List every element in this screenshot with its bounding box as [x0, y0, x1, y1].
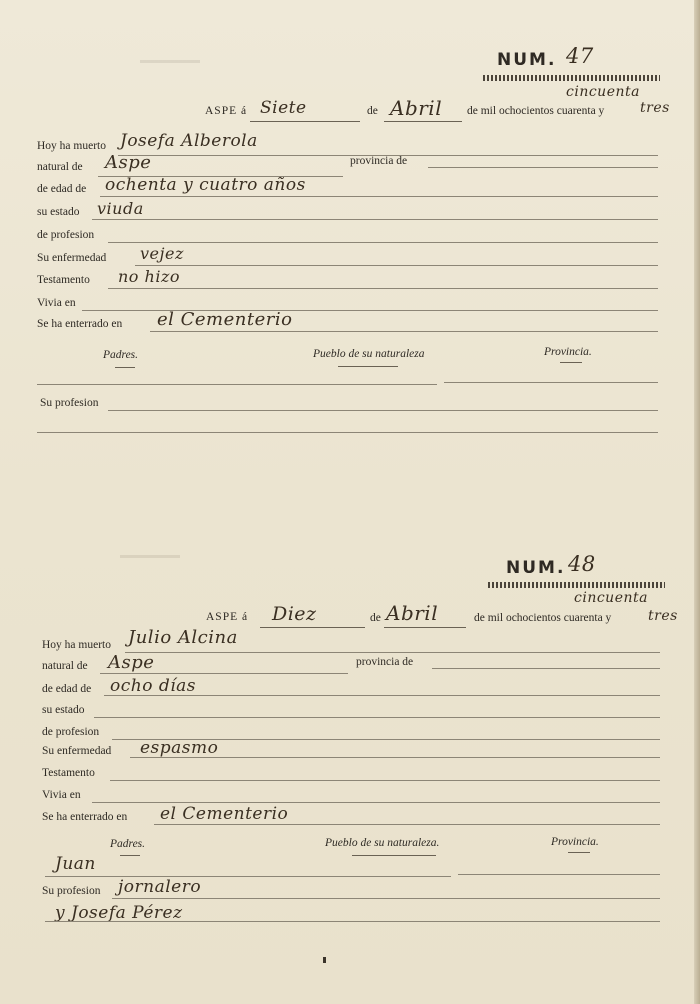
- entry-number-value: 48: [568, 552, 596, 576]
- madre-line: [37, 432, 658, 433]
- padres-line: [45, 876, 451, 877]
- enfermedad-label: Su enfermedad: [37, 252, 107, 264]
- enterrado-line: [150, 331, 658, 332]
- page-binding-edge: [694, 0, 700, 1004]
- de-label: de: [370, 612, 381, 624]
- enterrado-line: [154, 824, 660, 825]
- muerto-label: Hoy ha muerto: [37, 140, 106, 152]
- testamento-value: no hizo: [118, 267, 181, 286]
- pueblo-label: Pueblo de su naturaleza: [313, 348, 425, 360]
- month-value: Abril: [386, 601, 439, 625]
- estado-label: su estado: [42, 704, 85, 716]
- provincia-row-line: [444, 382, 658, 383]
- enfermedad-value: vejez: [140, 244, 184, 263]
- edad-line: [104, 695, 660, 696]
- muerto-value: Josefa Alberola: [120, 131, 258, 151]
- pueblo-label: Pueblo de su naturaleza.: [325, 837, 440, 849]
- entry-number-underline: [483, 75, 660, 81]
- profesion-label: de profesion: [42, 726, 100, 738]
- provincia-col-label: Provincia.: [544, 346, 592, 358]
- su-profesion-label: Su profesion: [40, 397, 99, 409]
- estado-line: [94, 717, 660, 718]
- place-label: ASPE á: [206, 611, 249, 623]
- muerto-label: Hoy ha muerto: [42, 639, 111, 651]
- edad-value: ochenta y cuatro años: [105, 175, 306, 195]
- enterrado-value: el Cementerio: [157, 309, 293, 330]
- natural-value: Aspe: [108, 652, 155, 673]
- enfermedad-label: Su enfermedad: [42, 745, 112, 757]
- natural-value: Aspe: [105, 152, 152, 173]
- day-line: [250, 121, 360, 122]
- su-profesion-value: jornalero: [118, 877, 202, 897]
- madre-value: y Josefa Pérez: [55, 903, 183, 923]
- padres-underline: [120, 855, 140, 856]
- bleed-through-mark: [120, 555, 180, 572]
- day-value: Diez: [272, 603, 317, 625]
- year-handwritten: cincuenta: [566, 84, 640, 100]
- profesion-label: de profesion: [37, 229, 95, 241]
- natural-label: natural de: [42, 660, 88, 672]
- enterrado-value: el Cementerio: [160, 804, 289, 824]
- edad-line: [100, 196, 658, 197]
- padres-line: [37, 384, 437, 385]
- year-suffix-value: tres: [648, 608, 678, 624]
- testamento-label: Testamento: [42, 767, 95, 779]
- vivia-label: Vivia en: [42, 789, 81, 801]
- day-value: Siete: [260, 98, 307, 118]
- su-profesion-label: Su profesion: [42, 885, 101, 897]
- month-line: [384, 627, 466, 628]
- estado-line: [92, 219, 658, 220]
- testamento-label: Testamento: [37, 274, 90, 286]
- padres-underline: [115, 367, 135, 368]
- edad-label: de edad de: [37, 183, 87, 195]
- provincia-line: [428, 167, 658, 168]
- testamento-line: [108, 288, 658, 289]
- provincia-col-underline: [568, 852, 590, 853]
- enterrado-label: Se ha enterrado en: [37, 318, 123, 330]
- provincia-col-underline: [560, 362, 582, 363]
- year-suffix-value: tres: [640, 100, 670, 116]
- testamento-line: [110, 780, 660, 781]
- provincia-label: provincia de: [350, 155, 408, 167]
- estado-value: viuda: [97, 199, 144, 218]
- page-mark: [323, 957, 326, 963]
- pueblo-underline: [352, 855, 436, 856]
- entry-number-value: 47: [566, 44, 594, 68]
- enfermedad-line: [130, 757, 660, 758]
- bleed-through-mark: [140, 60, 200, 77]
- enterrado-label: Se ha enterrado en: [42, 811, 128, 823]
- padres-label: Padres.: [110, 838, 146, 850]
- muerto-value: Julio Alcina: [128, 627, 238, 648]
- provincia-row-line: [458, 874, 660, 875]
- year-label: de mil ochocientos cuarenta y: [474, 612, 612, 624]
- year-label: de mil ochocientos cuarenta y: [467, 105, 605, 117]
- muerto-line: [125, 652, 660, 653]
- enfermedad-value: espasmo: [140, 738, 219, 758]
- madre-line: [45, 921, 660, 922]
- pueblo-underline: [338, 366, 398, 367]
- edad-value: ocho días: [110, 676, 197, 696]
- provincia-label: provincia de: [356, 656, 414, 668]
- su-profesion-line: [112, 898, 660, 899]
- year-handwritten: cincuenta: [574, 590, 648, 606]
- edad-label: de edad de: [42, 683, 92, 695]
- provincia-line: [432, 668, 660, 669]
- place-label: ASPE á: [205, 105, 248, 117]
- month-value: Abril: [390, 96, 443, 120]
- day-line: [260, 627, 365, 628]
- padre-value: Juan: [55, 854, 96, 874]
- vivia-line: [92, 802, 660, 803]
- de-label: de: [367, 105, 378, 117]
- month-line: [384, 121, 462, 122]
- entry-number-label: NUM.: [497, 50, 557, 70]
- profesion-line: [108, 242, 658, 243]
- vivia-label: Vivia en: [37, 297, 76, 309]
- natural-line: [100, 673, 348, 674]
- entry-number-label: NUM.: [506, 558, 566, 578]
- padres-label: Padres.: [103, 349, 139, 361]
- estado-label: su estado: [37, 206, 80, 218]
- provincia-col-label: Provincia.: [551, 836, 599, 848]
- natural-label: natural de: [37, 161, 83, 173]
- su-profesion-line: [108, 410, 658, 411]
- enfermedad-line: [135, 265, 658, 266]
- entry-number-underline: [488, 582, 665, 588]
